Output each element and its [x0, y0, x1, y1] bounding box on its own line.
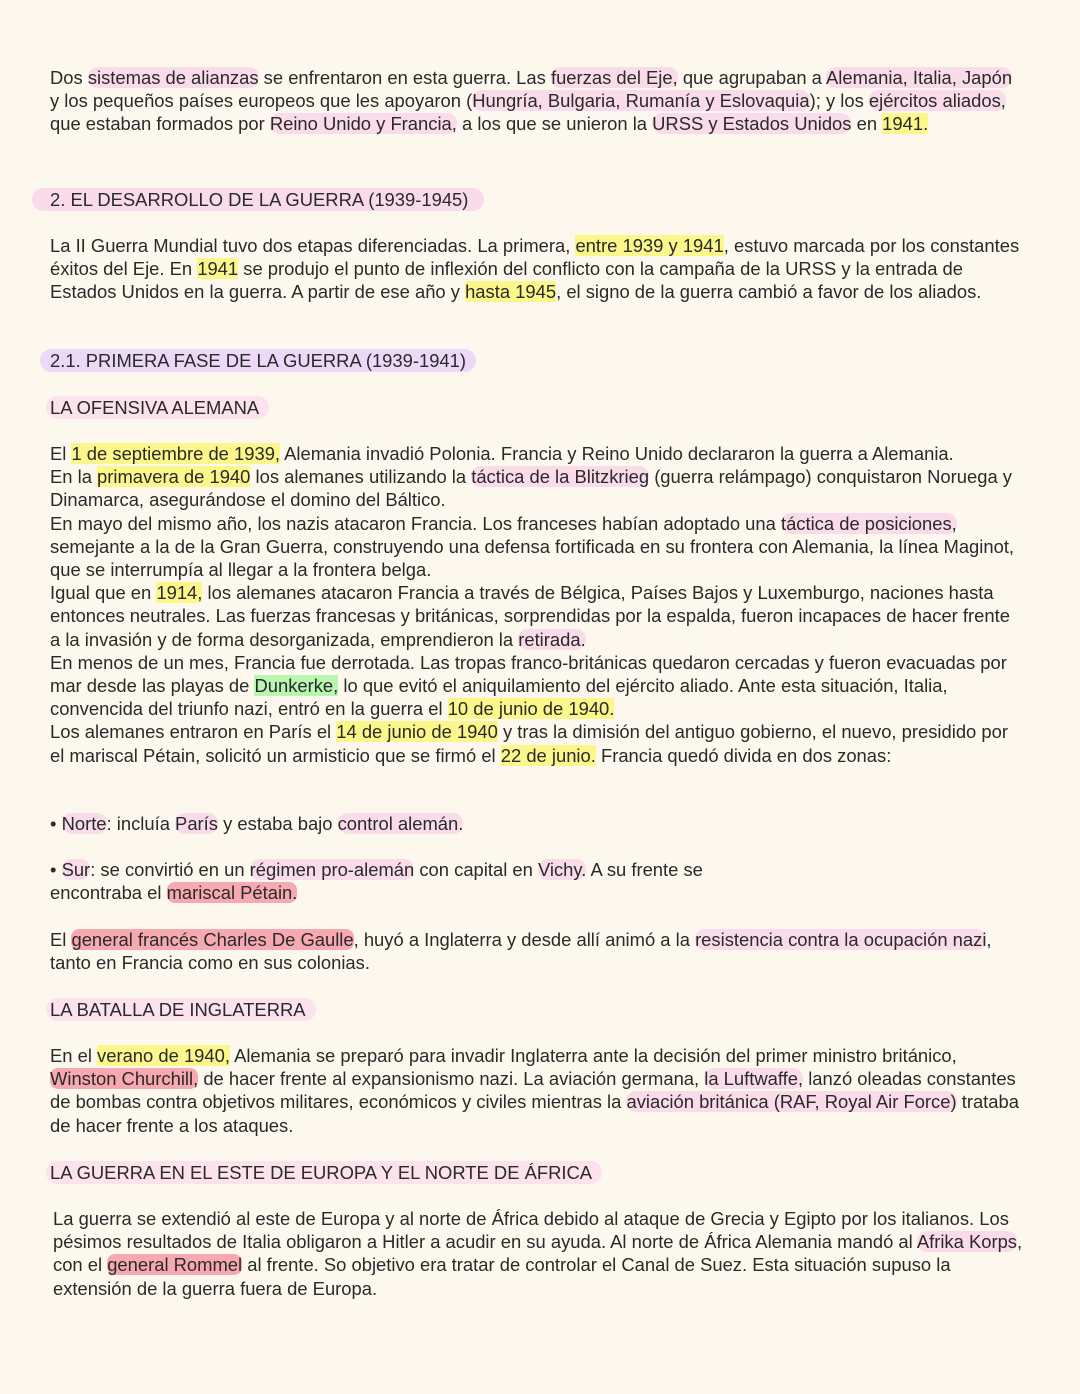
text: El [50, 443, 72, 464]
highlight-pink: ejércitos aliados, [868, 90, 1006, 112]
highlight-green: Dunkerke, [254, 675, 339, 697]
text: que estaban formados por [50, 113, 270, 135]
highlight-pink: Reino Unido y Francia, [269, 113, 457, 135]
text: En mayo del mismo año, los nazis atacaron Francia. Los franceses habían adoptado una [50, 512, 781, 534]
text: En menos de un mes, Francia fue derrotada. Las tropas franco-británicas quedaron cercadas y fueron evacuadas por mar desde las playas de [50, 651, 1007, 697]
text: de hacer frente al expansionismo nazi. La aviación germana, [198, 1068, 705, 1090]
text: trataba de hacer frente a los ataques. [50, 1091, 1019, 1136]
text: Igual que en [50, 582, 157, 604]
highlight-pink: Alemania, Italia, Japón [826, 67, 1013, 88]
highlight-yellow: verano de 1940, [97, 1045, 230, 1066]
text: En la [50, 466, 98, 488]
text: se produjo el punto de inflexión del conflicto con la campaña de la URSS y la entrada de Estados Unidos en la guerra. A partir de ese año y [50, 258, 963, 303]
highlight-red: mariscal Pétain. [166, 882, 298, 904]
text: lanzó oleadas constantes de bombas contra objetivos militares, económicos y civiles mientras la [50, 1068, 1016, 1113]
highlight-yellow: primavera de 1940 [97, 466, 251, 488]
highlight-yellow: 10 de junio de 1940. [447, 698, 615, 720]
text: y tras la dimisión del antiguo gobierno, el nuevo, presidido por el mariscal Pétain, solicitó un armisticio que se firmó el [50, 721, 1008, 766]
text: al frente. So objetivo era tratar de controlar el Canal de Suez. Esta situación supuso la extensión de la guerra fuera de Europa. [53, 1254, 951, 1299]
text: , estuvo marcada por los constantes éxitos del Eje. En [50, 235, 1020, 280]
heading-text: LA GUERRA EN EL ESTE DE EUROPA Y EL NORTE DE ÁFRICA [46, 1161, 602, 1184]
text: y los pequeños países europeos que les apoyaron ( [50, 90, 473, 112]
highlight-yellow: 14 de junio de 1940 [336, 721, 498, 743]
text: ); y los [809, 90, 869, 112]
text: Alemania invadió Polonia. Francia y Reino Unido declararon la guerra a Alemania. [280, 443, 954, 464]
highlight-pink: fuerzas del Eje, [550, 67, 678, 88]
text: Alemania se preparó para invadir Inglaterra ante la decisión del primer ministro británico, [229, 1045, 957, 1066]
highlight-pink: París [175, 813, 218, 834]
text: (guerra relámpago) conquistaron Noruega y Dinamarca, asegurándose el domino del Báltico. [50, 466, 1012, 511]
highlight-red: general Rommel [107, 1254, 243, 1276]
heading-text: LA OFENSIVA ALEMANA [46, 396, 269, 419]
text: Francia quedó divida en dos zonas: [595, 744, 892, 766]
highlight-red: general francés Charles De Gaulle [71, 929, 354, 950]
ofensiva-line-b [50, 465, 1025, 511]
text: Dos [50, 67, 88, 88]
heading-text: 2.1. PRIMERA FASE DE LA GUERRA (1939-1941) [40, 349, 476, 372]
text: con capital en [414, 859, 538, 880]
highlight-pink: Sur [61, 859, 91, 880]
heading-text: LA BATALLA DE INGLATERRA [46, 998, 316, 1021]
highlight-pink: sistemas de alianzas [87, 67, 259, 88]
highlight-pink: táctica de posiciones, [780, 512, 957, 534]
subheading-este [50, 1161, 1025, 1184]
section-heading-2-1 [50, 349, 1025, 372]
text: los alemanes utilizando la [250, 466, 472, 488]
text: El [50, 929, 72, 950]
section-2-paragraph [50, 234, 1025, 304]
text: , huyó a Inglaterra y desde allí animó a la [353, 929, 696, 950]
highlight-yellow: hasta 1945 [465, 281, 557, 303]
highlight-pink: URSS y Estados Unidos [652, 113, 852, 135]
highlight-yellow: 1914, [156, 582, 203, 604]
bullet-mark: • [50, 859, 62, 880]
highlight-pink: la Luftwaffe, [704, 1068, 804, 1090]
batalla-paragraph [50, 1044, 1025, 1137]
text: , tanto en Francia como en sus colonias. [50, 929, 992, 974]
text: En el [50, 1045, 98, 1066]
ofensiva-line-e [50, 651, 1025, 721]
highlight-pink: Afrika Korps [916, 1231, 1018, 1253]
section-heading-2 [50, 188, 1025, 211]
text: los alemanes atacaron Francia a través de Bélgica, Países Bajos y Luxemburgo, naciones hasta entonces neutrales. Las fuerzas francesas y británicas, sorprendidas por la espalda, fueron incapaces de hacer frente a la invasión y de forma desorganizada, emprendieron la [50, 582, 1010, 650]
highlight-pink: aviación británica (RAF, Royal Air Force) [626, 1091, 957, 1113]
bullet-sur [50, 858, 770, 904]
text: semejante a la de la Gran Guerra, construyendo una defensa fortificada en su frontera con Alemania, la línea Maginot, que se interrumpía al llegar a la frontera belga. [50, 535, 1015, 581]
highlight-yellow: 1941 [197, 258, 239, 280]
ofensiva-line-d [50, 581, 1025, 651]
este-paragraph [53, 1207, 1028, 1300]
text: y estaba bajo [217, 813, 338, 834]
ofensiva-line-a [50, 442, 1025, 465]
text: : incluía [106, 813, 176, 834]
text: lo que evitó el aniquilamiento del ejército aliado. Ante esta situación, Italia, convencida del triunfo nazi, entró en la guerra el [50, 675, 948, 720]
intro-paragraph [50, 66, 1025, 136]
text: en [851, 113, 883, 135]
highlight-pink: Norte [61, 813, 107, 834]
bullet-mark: • [50, 813, 62, 834]
text: La guerra se extendió al este de Europa y al norte de África debido al ataque de Grecia y Egipto por los italianos. Los pésimos resultados de Italia obligaron a Hitler a acudir en su ayuda. Al norte de África Alemania mandó al [53, 1208, 1009, 1253]
text: La II Guerra Mundial tuvo dos etapas diferenciadas. La primera, [50, 235, 576, 256]
text: que agrupaban a [677, 67, 827, 88]
de-gaulle-paragraph [50, 928, 1025, 974]
heading-text: 2. EL DESARROLLO DE LA GUERRA (1939-1945) [32, 188, 484, 211]
highlight-pink: retirada. [518, 628, 586, 650]
text: a los que se unieron la [456, 113, 653, 135]
ofensiva-line-c [50, 512, 1025, 582]
highlight-pink: Vichy. [537, 859, 587, 880]
text: : se convirtió en un [90, 859, 250, 880]
text: , el signo de la guerra cambió a favor de los aliados. [556, 281, 982, 303]
highlight-pink: régimen pro-alemán [249, 859, 415, 880]
highlight-red: Winston Churchill, [50, 1068, 199, 1090]
highlight-yellow: 1941. [882, 113, 929, 135]
highlight-yellow: 22 de junio. [500, 744, 596, 766]
highlight-pink: resistencia contra la ocupación nazi [695, 929, 987, 950]
highlight-pink: Hungría, Bulgaria, Rumanía y Eslovaquia [472, 90, 810, 112]
text: se enfrentaron en esta guerra. Las [258, 67, 551, 88]
highlight-pink: control alemán. [337, 813, 464, 834]
highlight-yellow: entre 1939 y 1941 [575, 235, 724, 256]
text: Los alemanes entraron en París el [50, 721, 337, 743]
ofensiva-body [50, 442, 1025, 767]
ofensiva-line-f [50, 720, 1025, 766]
bullet-norte [50, 812, 1025, 835]
subheading-ofensiva [50, 396, 1025, 419]
text: , con el [53, 1231, 1023, 1276]
subheading-batalla [50, 998, 1025, 1021]
highlight-pink: táctica de la Blitzkrieg [471, 466, 650, 488]
highlight-yellow: 1 de septiembre de 1939, [71, 443, 281, 464]
text: A su frente se encontraba el [50, 859, 703, 904]
